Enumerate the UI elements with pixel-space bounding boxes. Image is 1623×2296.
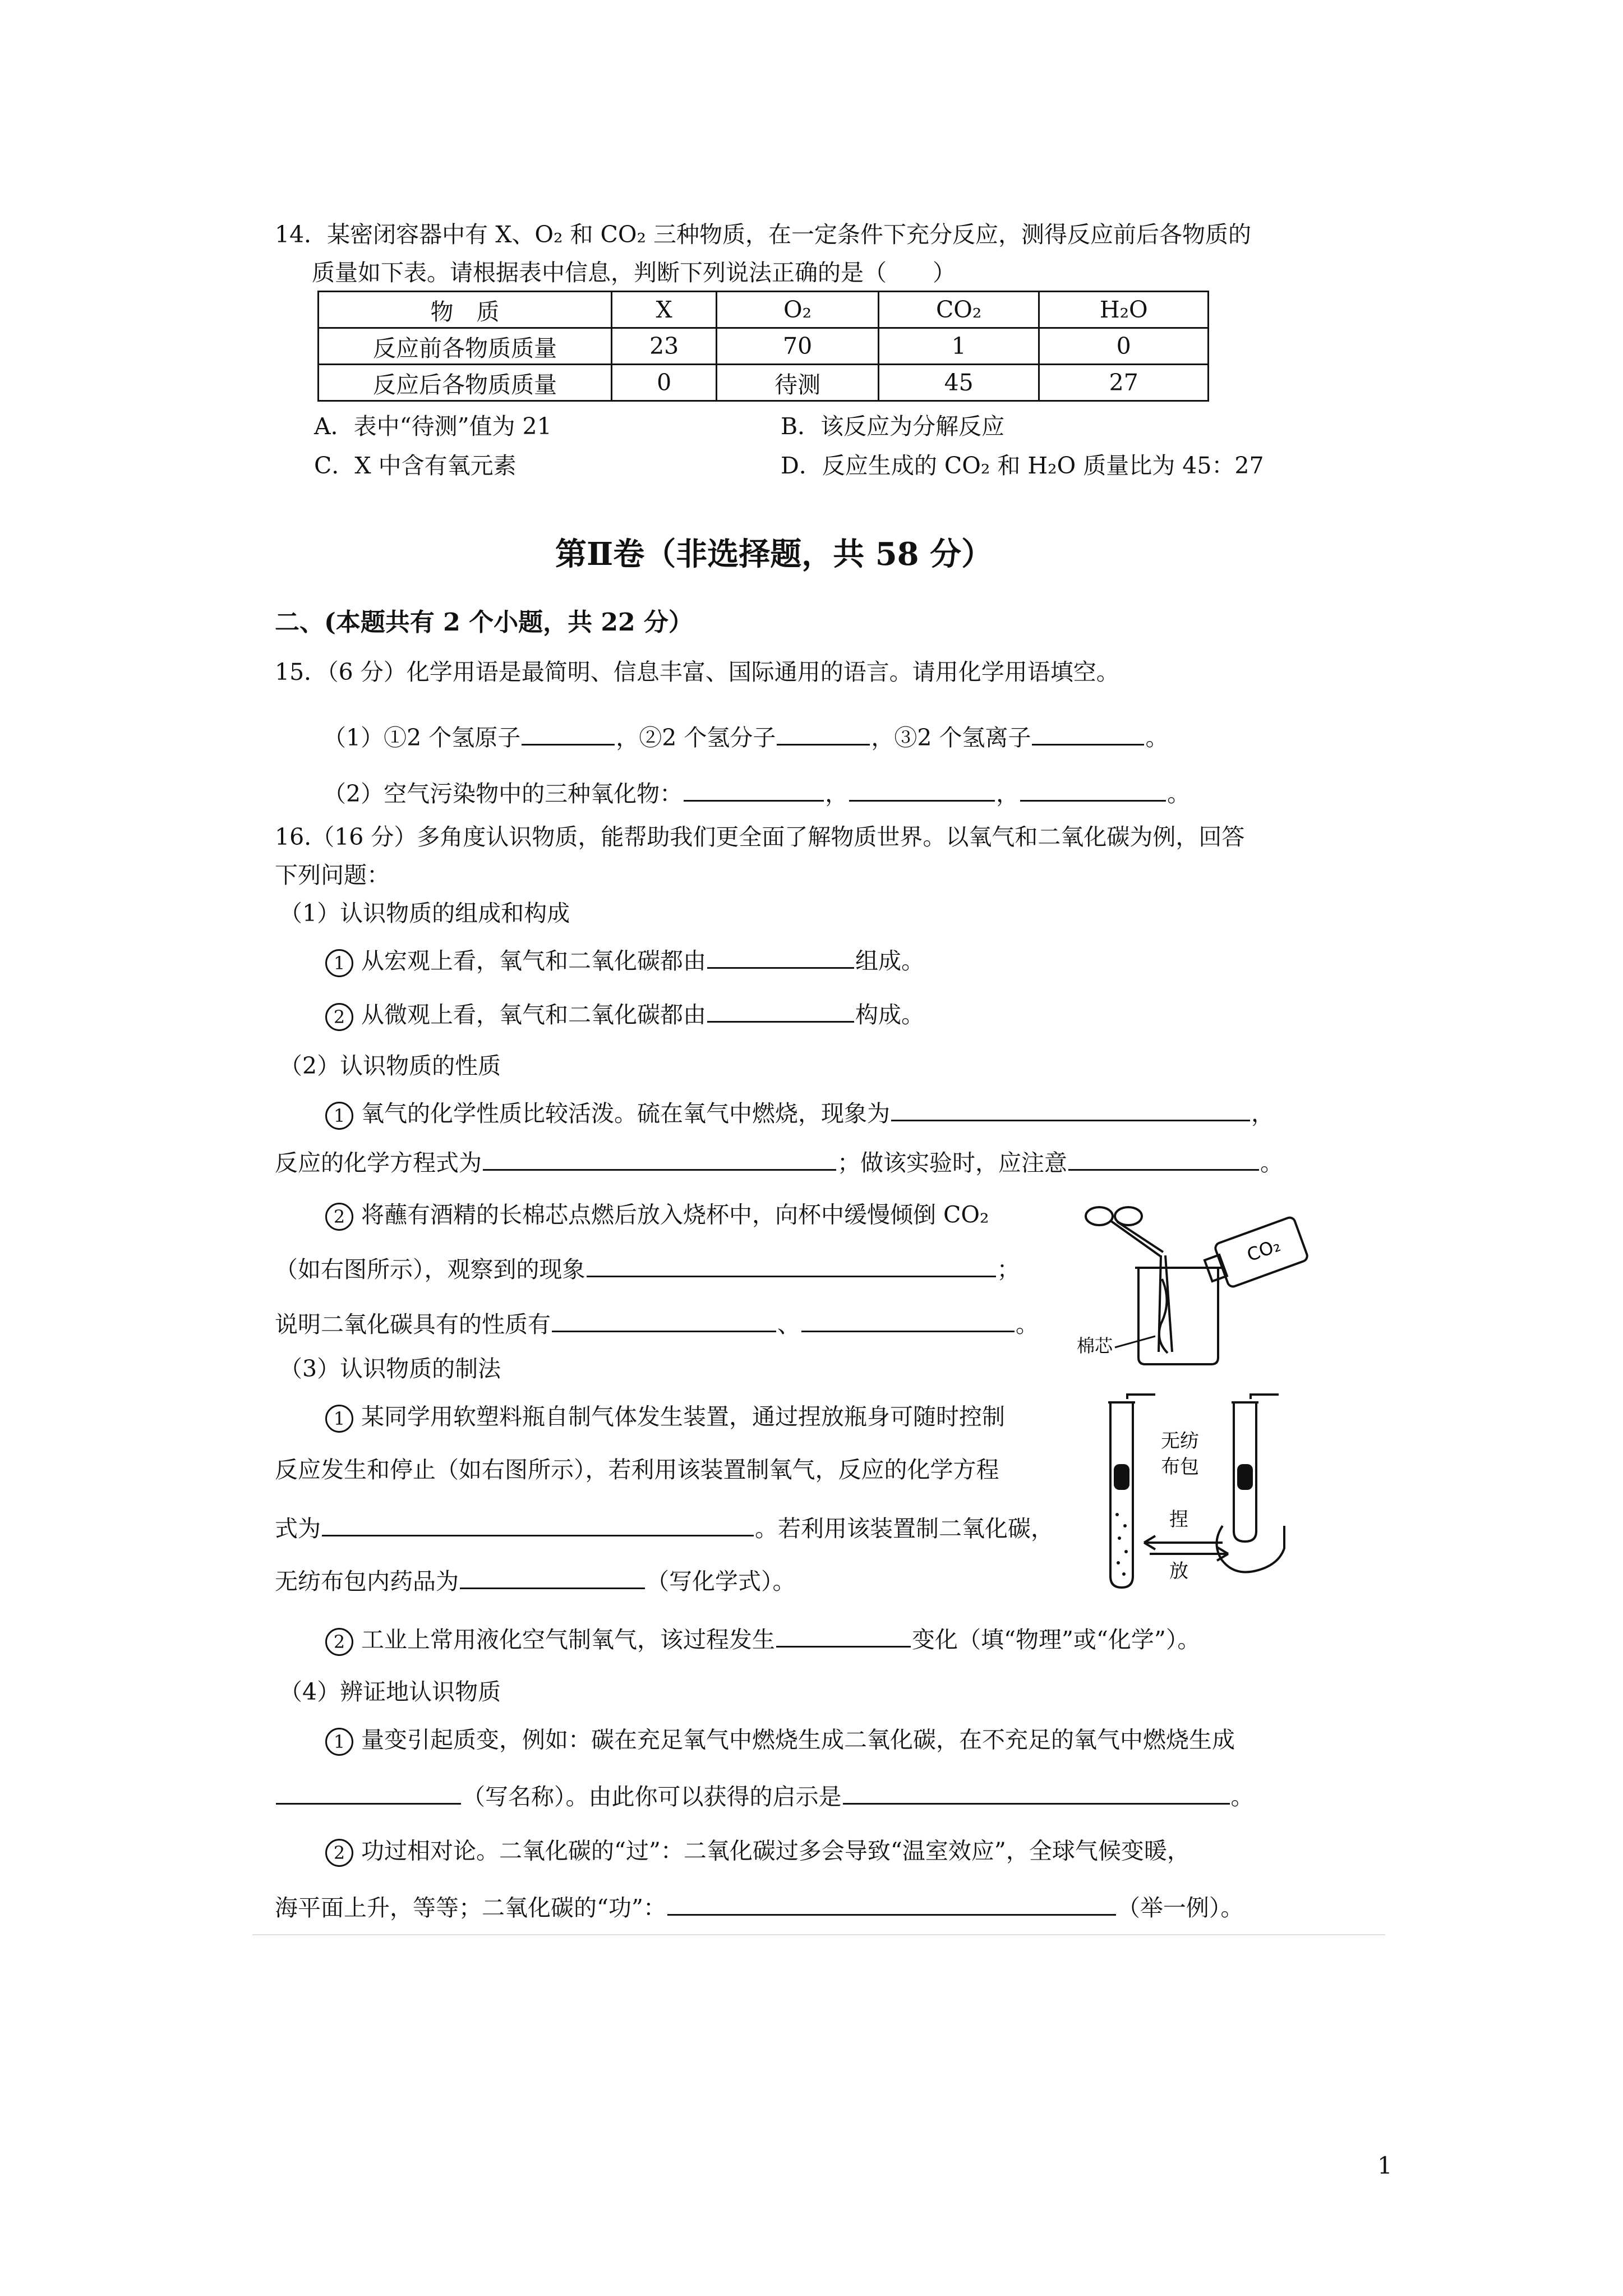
q14-option-a: A．表中“待测”值为 21 (314, 413, 552, 440)
page-number: 1 (1377, 2152, 1393, 2179)
q16-s4-item1-line1 (325, 1728, 1235, 1756)
text: 从微观上看，氧气和二氧化碳都由 (361, 1001, 706, 1028)
q16-s2-item2-line1 (325, 1203, 989, 1231)
text: 。若利用该装置制二氧化碳， (755, 1515, 1054, 1542)
q14-option-c: C．X 中含有氧元素 (314, 452, 517, 479)
q16-s4-item1-line2 (275, 1784, 1254, 1809)
table-header-cell: CO₂ (878, 292, 1039, 328)
circled-number: 1 (325, 949, 353, 977)
answer-blank[interactable] (322, 1516, 754, 1536)
text: ， (1251, 1100, 1274, 1127)
circled-number: 1 (325, 1728, 353, 1756)
q16-s4-item2-line1 (325, 1839, 1190, 1867)
q16-section1: （1）认识物质的组成和构成 (279, 900, 570, 927)
text: 、 (777, 1311, 800, 1338)
answer-blank[interactable] (667, 1895, 1116, 1916)
q16-section3: （3）认识物质的制法 (279, 1355, 501, 1382)
q15-l1c: ，③2 个氢离子 (871, 724, 1031, 751)
text: 工业上常用液化空气制氧气，该过程发生 (361, 1626, 775, 1653)
table-row (319, 365, 1209, 401)
answer-blank[interactable] (276, 1784, 461, 1805)
q16-s2-item1-line1 (325, 1101, 1274, 1130)
answer-blank[interactable] (522, 725, 615, 746)
table-cell: 待测 (717, 365, 879, 401)
circled-number: 1 (325, 1102, 353, 1130)
q15-l1b: ，②2 个氢分子 (616, 724, 776, 751)
text: 变化（填“物理”或“化学”）。 (912, 1626, 1201, 1653)
q16-stem-line1: 16.（16 分）多角度认识物质，能帮助我们更全面了解物质世界。以氧气和二氧化碳为例，回答 (275, 823, 1245, 850)
circled-number: 1 (325, 1405, 353, 1433)
table-cell: 45 (878, 365, 1039, 401)
text: 功过相对论。二氧化碳的“过”：二氧化碳过多会导致“温室效应”，全球气候变暖， (361, 1837, 1190, 1865)
answer-blank[interactable] (707, 948, 854, 969)
answer-blank[interactable] (460, 1568, 645, 1589)
answer-blank[interactable] (776, 1627, 911, 1648)
table-cell: 23 (612, 328, 717, 365)
text: 海平面上升，等等；二氧化碳的“功”： (275, 1894, 666, 1921)
q16-s1-item2 (325, 1002, 924, 1031)
gas-generator-figure (1094, 1391, 1307, 1593)
q16-s3-item1-line2: 反应发生和停止（如右图所示），若利用该装置制氧气，反应的化学方程 (275, 1456, 999, 1483)
circled-number: 2 (325, 1203, 353, 1231)
answer-blank[interactable] (707, 1002, 854, 1023)
text: ； (997, 1256, 1020, 1283)
fig2-release-label: 放 (1169, 1560, 1188, 1582)
fig1-wick-label: 棉芯 (1077, 1335, 1113, 1356)
answer-blank[interactable] (684, 781, 824, 802)
q15-l2: （2）空气污染物中的三种氧化物： (323, 780, 683, 807)
text: 将蘸有酒精的长棉芯点燃后放入烧杯中，向杯中缓慢倾倒 CO₂ (361, 1201, 989, 1228)
q15-comma: ， (825, 780, 849, 807)
text: 组成。 (855, 947, 924, 974)
q15-period: 。 (1167, 780, 1191, 807)
answer-blank[interactable] (587, 1257, 996, 1277)
q16-s3-item1-line1 (325, 1405, 1005, 1433)
q15-stem: 15．（6 分）化学用语是最简明、信息丰富、国际通用的语言。请用化学用语填空。 (275, 659, 1119, 685)
table-header-cell: H₂O (1039, 292, 1209, 328)
circled-number: 2 (325, 1003, 353, 1031)
text: （写名称）。由此你可以获得的启示是 (462, 1783, 842, 1810)
answer-blank[interactable] (1020, 781, 1166, 802)
text: 说明二氧化碳具有的性质有 (275, 1311, 551, 1338)
table-cell: 27 (1039, 365, 1209, 401)
text: （举一例）。 (1117, 1894, 1244, 1921)
q16-s2-item2-line3 (275, 1312, 1039, 1336)
part2-title: 第Ⅱ卷（非选择题，共 58 分） (555, 536, 993, 573)
fig2-pinch-label: 捏 (1169, 1508, 1188, 1531)
q14-option-d: D．反应生成的 CO₂ 和 H₂O 质量比为 45：27 (781, 452, 1264, 479)
text: 某同学用软塑料瓶自制气体发生装置，通过捏放瓶身可随时控制 (361, 1403, 1005, 1430)
q16-s3-item2 (325, 1627, 1200, 1656)
table-header-cell: X (612, 292, 717, 328)
table-cell: 反应前各物质质量 (319, 328, 612, 365)
answer-blank[interactable] (843, 1784, 1230, 1805)
q16-section4: （4）辨证地认识物质 (279, 1678, 501, 1705)
circled-number: 2 (325, 1839, 353, 1867)
q15-line1 (323, 725, 1168, 749)
text: （如右图所示），观察到的现象 (275, 1256, 585, 1283)
fig2-bag-label-1: 无纺 (1161, 1430, 1199, 1452)
q15-l1a: （1）①2 个氢原子 (323, 724, 521, 751)
q16-s1-item1 (325, 948, 924, 977)
q16-s3-item1-line4 (275, 1568, 796, 1593)
q16-s4-item2-line2 (275, 1895, 1243, 1920)
table-cell: 反应后各物质质量 (319, 365, 612, 401)
table-header-row (319, 292, 1209, 328)
text: 式为 (275, 1515, 321, 1542)
table-cell: 0 (612, 365, 717, 401)
answer-blank[interactable] (891, 1101, 1250, 1121)
q14-option-b: B．该反应为分解反应 (781, 413, 1005, 440)
fig1-co2-label: CO₂ (1244, 1234, 1284, 1266)
table-cell: 1 (878, 328, 1039, 365)
answer-blank[interactable] (801, 1312, 1015, 1332)
text: 反应的化学方程式为 (275, 1149, 482, 1176)
section2-title: 二、(本题共有 2 个小题，共 22 分） (275, 608, 693, 637)
answer-blank[interactable] (1032, 725, 1144, 746)
table-header-cell: O₂ (717, 292, 879, 328)
text: （写化学式）。 (646, 1568, 796, 1595)
q15-line2 (323, 781, 1190, 806)
answer-blank[interactable] (483, 1150, 836, 1171)
q16-s2-item1-line2 (275, 1150, 1283, 1175)
text: 从宏观上看，氧气和二氧化碳都由 (361, 947, 706, 974)
text: 。 (1230, 1783, 1254, 1810)
text: 量变引起质变，例如：碳在充足氧气中燃烧生成二氧化碳，在不充足的氧气中燃烧生成 (361, 1726, 1235, 1754)
answer-blank[interactable] (777, 725, 870, 746)
table-cell: 0 (1039, 328, 1209, 365)
q15-l1end: 。 (1145, 724, 1169, 751)
text: 。 (1016, 1311, 1039, 1338)
fig2-bag-label-2: 布包 (1161, 1456, 1199, 1478)
q16-section2: （2）认识物质的性质 (279, 1052, 501, 1079)
q14-stem-line1: 14．某密闭容器中有 X、O₂ 和 CO₂ 三种物质，在一定条件下充分反应，测得反应前后各物质的 (275, 221, 1251, 248)
text: 构成。 (855, 1001, 924, 1028)
table-row (319, 328, 1209, 365)
text: 。 (1260, 1149, 1283, 1176)
table-header-cell: 物 质 (319, 292, 612, 328)
answer-blank[interactable] (1068, 1150, 1259, 1171)
text: 氧气的化学性质比较活泼。硫在氧气中燃烧，现象为 (361, 1100, 890, 1127)
q15-comma: ， (996, 780, 1020, 807)
q16-s3-item1-line3 (275, 1516, 1054, 1540)
text: 无纺布包内药品为 (275, 1568, 459, 1595)
answer-blank[interactable] (849, 781, 995, 802)
answer-blank[interactable] (552, 1312, 776, 1332)
table-cell: 70 (717, 328, 879, 365)
divider (252, 1934, 1385, 1935)
co2-beaker-figure (1077, 1189, 1324, 1374)
circled-number: 2 (325, 1628, 353, 1656)
q16-stem-line2: 下列问题： (275, 862, 390, 889)
q14-mass-table (317, 291, 1209, 402)
q16-s2-item2-line2 (275, 1257, 1020, 1281)
text: ；做该实验时，应注意 (837, 1149, 1067, 1176)
q14-stem-line2: 质量如下表。请根据表中信息，判断下列说法正确的是（ ） (312, 259, 956, 286)
